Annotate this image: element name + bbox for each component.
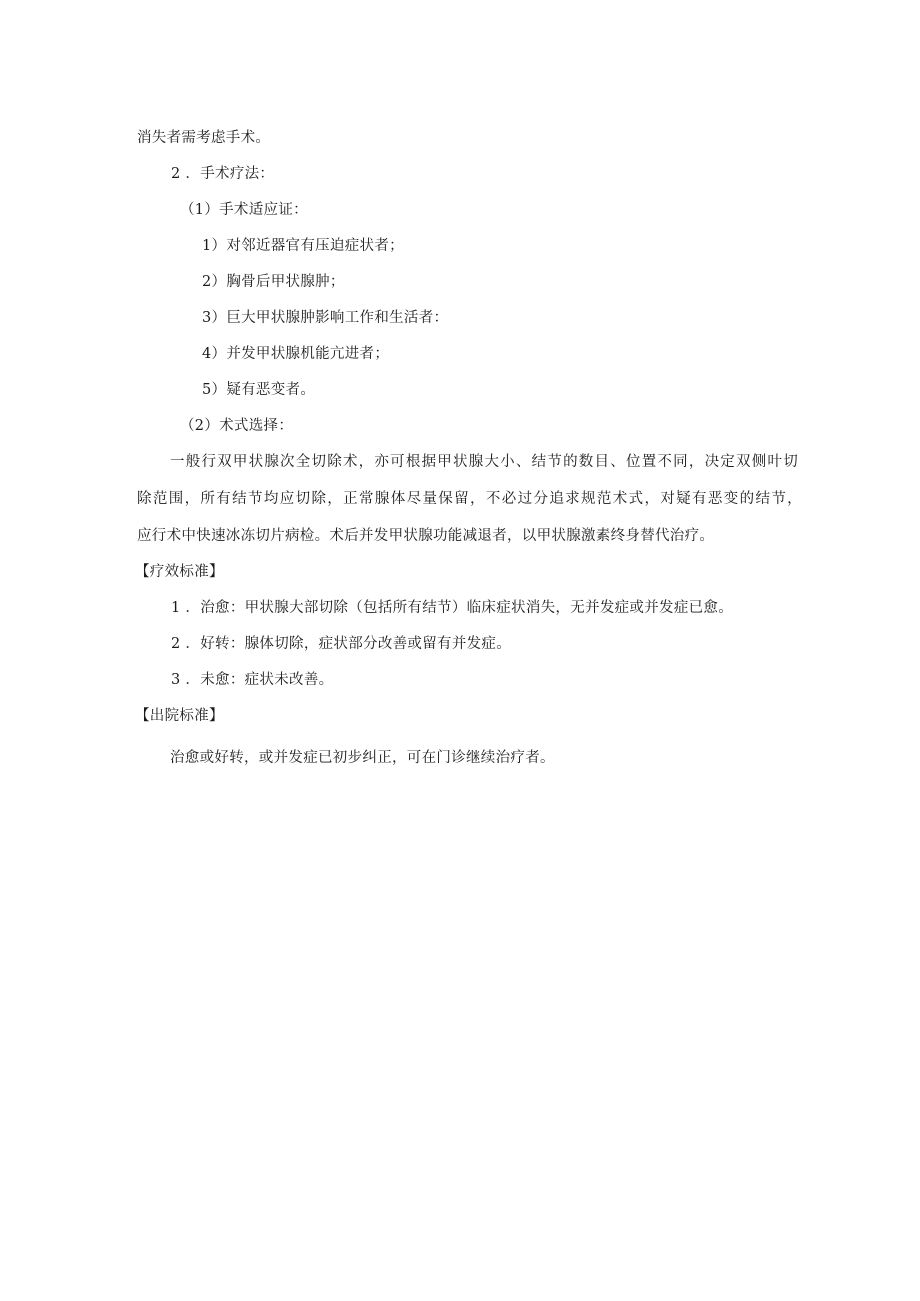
list-item-indication-1: 1）对邻近器官有压迫症状者； — [202, 238, 404, 254]
list-item-indication-5: 5）疑有恶变者。 — [202, 382, 316, 398]
section-heading-surgical-therapy: 2 ．手术疗法： — [171, 166, 275, 182]
criteria-item-not-cured: 3 ．未愈：症状未改善。 — [171, 672, 334, 688]
paragraph-line-3: 应行术中快速冰冻切片病检。术后并发甲状腺功能减退者，以甲状腺激素终身替代治疗。 — [137, 528, 715, 544]
subsection-heading-procedure: （2）术式选择： — [180, 418, 294, 434]
paragraph-line-2: 除范围，所有结节均应切除，正常腺体尽量保留，不必过分追求规范术式，对疑有恶变的结节， — [137, 491, 802, 507]
criteria-item-cured: 1 ．治愈：甲状腺大部切除（包括所有结节）临床症状消失，无并发症或并发症已愈。 — [171, 600, 734, 616]
section-heading-discharge-criteria: 【出院标准】 — [135, 708, 224, 724]
subsection-heading-indications: （1）手术适应证： — [180, 202, 308, 218]
paragraph-line-1: 一般行双甲状腺次全切除术，亦可根据甲状腺大小、结节的数目、位置不同，决定双侧叶切 — [170, 454, 798, 470]
list-item-indication-2: 2）胸骨后甲状腺肿； — [202, 274, 345, 290]
list-item-indication-4: 4）并发甲状腺机能亢进者； — [202, 346, 390, 362]
list-item-indication-3: 3）巨大甲状腺肿影响工作和生活者： — [202, 310, 449, 326]
discharge-criteria-text: 治愈或好转，或并发症已初步纠正，可在门诊继续治疗者。 — [170, 750, 555, 766]
text-line-continuation: 消失者需考虑手术。 — [137, 130, 271, 146]
criteria-item-improved: 2 ．好转：腺体切除，症状部分改善或留有并发症。 — [171, 636, 512, 652]
section-heading-efficacy-criteria: 【疗效标准】 — [135, 564, 224, 580]
